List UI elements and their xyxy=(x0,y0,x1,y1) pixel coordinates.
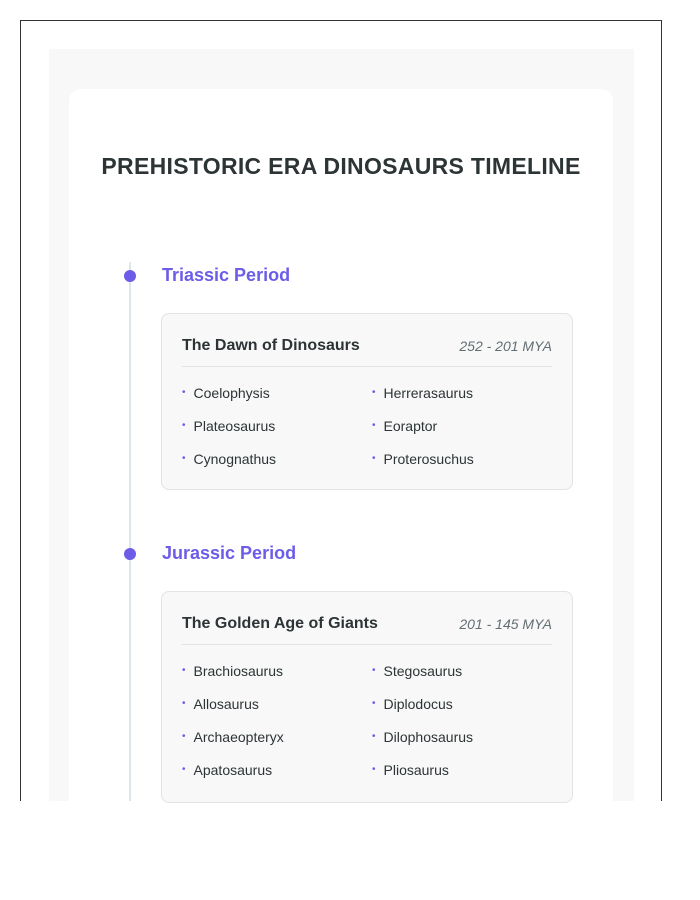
bullet-icon: • xyxy=(182,420,186,431)
page-frame xyxy=(20,20,662,801)
period-card-header xyxy=(182,314,552,367)
dinosaur-item: • Proterosuchus xyxy=(372,450,474,467)
dinosaur-list xyxy=(182,645,552,786)
bullet-icon: • xyxy=(182,387,186,398)
bullet-icon: • xyxy=(372,764,376,775)
timeline-line xyxy=(129,262,131,801)
period-dates: 201 - 145 MYA xyxy=(459,616,552,632)
bullet-icon: • xyxy=(182,453,186,464)
period-card xyxy=(161,591,573,803)
bullet-icon: • xyxy=(182,698,186,709)
dinosaur-item: • Herrerasaurus xyxy=(372,384,473,401)
timeline-card xyxy=(69,89,613,801)
dinosaur-item: • Stegosaurus xyxy=(372,662,463,679)
period-heading: Triassic Period xyxy=(162,265,291,285)
dinosaur-item: • Archaeopteryx xyxy=(182,728,284,745)
bullet-icon: • xyxy=(182,731,186,742)
dinosaur-list xyxy=(182,367,552,475)
period-heading: Jurassic Period xyxy=(162,543,297,563)
dinosaur-item: • Diplodocus xyxy=(372,695,453,712)
period-card-title: The Golden Age of Giants xyxy=(182,615,378,632)
bullet-icon: • xyxy=(372,420,376,431)
dinosaur-item: • Pliosaurus xyxy=(372,761,449,778)
dinosaur-item: • Apatosaurus xyxy=(182,761,273,778)
bullet-icon: • xyxy=(372,387,376,398)
period-dates: 252 - 201 MYA xyxy=(459,338,552,354)
period-card xyxy=(161,313,573,490)
period-card-title: The Dawn of Dinosaurs xyxy=(182,337,360,354)
dinosaur-item: • Allosaurus xyxy=(182,695,259,712)
dinosaur-item: • Brachiosaurus xyxy=(182,662,284,679)
page-background xyxy=(49,49,634,801)
dinosaur-item: • Coelophysis xyxy=(182,384,270,401)
bullet-icon: • xyxy=(372,453,376,464)
timeline-dot-icon xyxy=(124,270,136,282)
dinosaur-item: • Cynognathus xyxy=(182,450,277,467)
dinosaur-item: • Plateosaurus xyxy=(182,417,276,434)
bullet-icon: • xyxy=(182,764,186,775)
dinosaur-item: • Dilophosaurus xyxy=(372,728,474,745)
bullet-icon: • xyxy=(372,698,376,709)
page-title: PREHISTORIC ERA DINOSAURS TIMELINE xyxy=(101,153,581,179)
timeline-dot-icon xyxy=(124,548,136,560)
bullet-icon: • xyxy=(372,731,376,742)
dinosaur-item: • Eoraptor xyxy=(372,417,438,434)
period-card-header xyxy=(182,592,552,645)
bullet-icon: • xyxy=(372,665,376,676)
bullet-icon: • xyxy=(182,665,186,676)
